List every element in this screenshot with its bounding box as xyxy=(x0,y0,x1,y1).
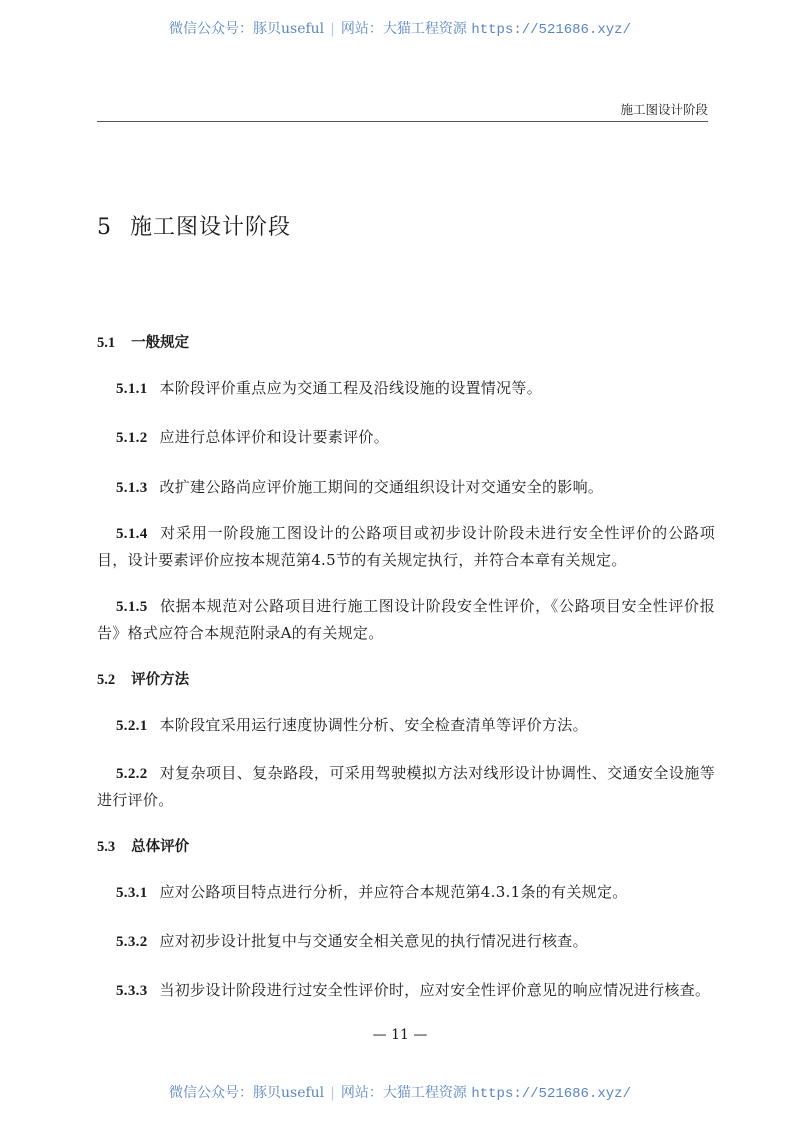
clause-text: 应对公路项目特点进行分析，并应符合本规范第4.3.1条的有关规定。 xyxy=(159,883,628,901)
clause-text: 当初步设计阶段进行过安全性评价时，应对安全性评价意见的响应情况进行核查。 xyxy=(159,981,711,999)
header-rule xyxy=(97,121,708,122)
running-header: 施工图设计阶段 xyxy=(620,102,708,117)
clause-text: 改扩建公路尚应评价施工期间的交通组织设计对交通安全的影响。 xyxy=(159,478,604,496)
watermark-site: 网站：大猫工程资源 xyxy=(340,21,467,37)
watermark-separator: | xyxy=(330,1085,335,1101)
chapter-title-text: 施工图设计阶段 xyxy=(130,215,292,240)
watermark-top xyxy=(0,18,800,38)
section-heading xyxy=(97,331,189,352)
clause-number: 5.3.2 xyxy=(116,934,148,950)
clause-text: 应对初步设计批复中与交通安全相关意见的执行情况进行核查。 xyxy=(159,932,588,950)
watermark-url[interactable]: https://521686.xyz/ xyxy=(471,1086,631,1102)
watermark-url[interactable]: https://521686.xyz/ xyxy=(471,22,631,38)
clause-number: 5.1.5 xyxy=(116,599,148,615)
clause-number: 5.2.2 xyxy=(116,766,148,782)
clause-number: 5.3.3 xyxy=(116,983,148,999)
watermark-site: 网站：大猫工程资源 xyxy=(340,1085,467,1101)
section-heading xyxy=(97,835,189,856)
clause xyxy=(97,712,715,739)
clause xyxy=(97,879,715,906)
clause xyxy=(97,760,715,813)
clause-number: 5.1.2 xyxy=(116,430,148,446)
section-heading xyxy=(97,668,189,689)
clause xyxy=(97,520,715,573)
clause-number: 5.1.1 xyxy=(116,381,148,397)
clause xyxy=(97,424,715,451)
clause xyxy=(97,375,715,402)
watermark-bottom xyxy=(0,1082,800,1102)
clause-text: 依据本规范对公路项目进行施工图设计阶段安全性评价，《公路项目安全性评价报告》格式应符合本规范附录A的有关规定。 xyxy=(97,597,715,642)
watermark-separator: | xyxy=(330,21,335,37)
chapter-number: 5 xyxy=(97,215,112,240)
clause-text: 对采用一阶段施工图设计的公路项目或初步设计阶段未进行安全性评价的公路项目，设计要素评价应按本规范第4.5节的有关规定执行，并符合本章有关规定。 xyxy=(97,524,715,569)
watermark-text: 微信公众号：豚贝useful xyxy=(169,1085,325,1101)
clause xyxy=(97,593,715,646)
section-title: 一般规定 xyxy=(131,335,190,351)
chapter-title xyxy=(97,210,291,241)
section-title: 评价方法 xyxy=(131,672,190,688)
clause-number: 5.2.1 xyxy=(116,718,148,734)
page-number: — 11 — xyxy=(372,1027,428,1043)
clause xyxy=(97,928,715,955)
clause xyxy=(97,977,715,1004)
clause-text: 对复杂项目、复杂路段，可采用驾驶模拟方法对线形设计协调性、交通安全设施等进行评价。 xyxy=(97,764,715,809)
clause-text: 应进行总体评价和设计要素评价。 xyxy=(159,428,390,446)
clause-text: 本阶段评价重点应为交通工程及沿线设施的设置情况等。 xyxy=(159,379,543,397)
clause-number: 5.1.3 xyxy=(116,480,148,496)
watermark-text: 微信公众号：豚贝useful xyxy=(169,21,325,37)
section-number: 5.3 xyxy=(97,839,116,855)
section-number: 5.2 xyxy=(97,672,116,688)
clause xyxy=(97,474,715,501)
section-number: 5.1 xyxy=(97,335,116,351)
section-title: 总体评价 xyxy=(131,839,190,855)
clause-number: 5.1.4 xyxy=(116,526,148,542)
clause-text: 本阶段宜采用运行速度协调性分析、安全检查清单等评价方法。 xyxy=(159,716,588,734)
clause-number: 5.3.1 xyxy=(116,885,148,901)
